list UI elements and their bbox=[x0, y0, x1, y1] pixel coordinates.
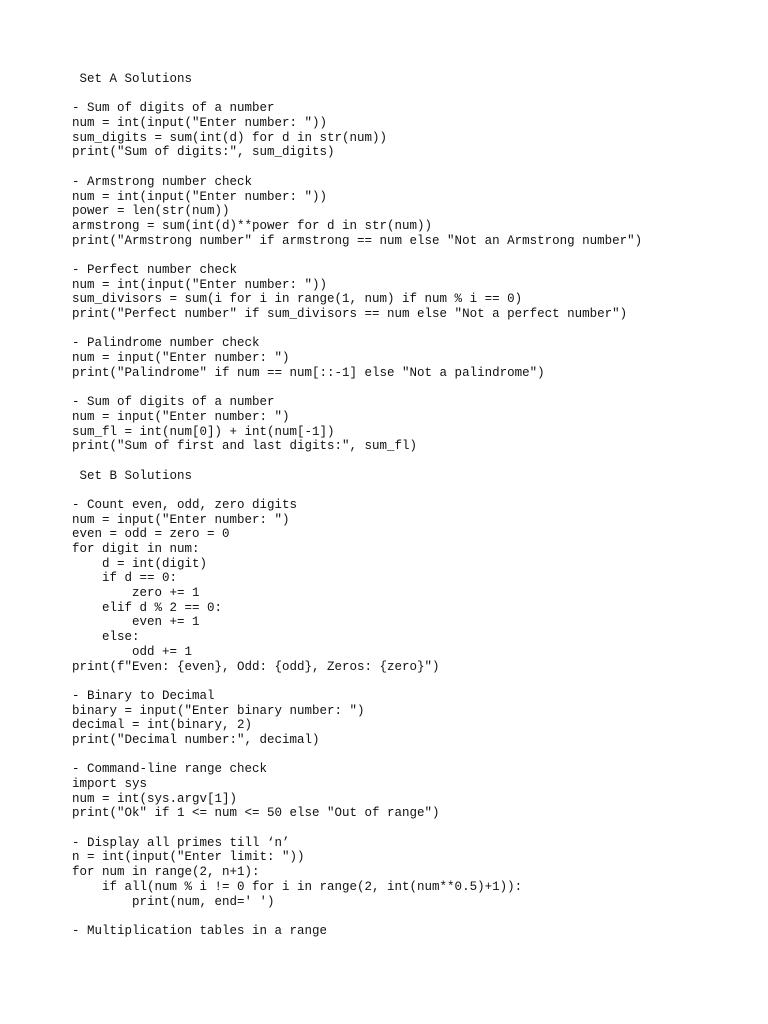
code-line: print("Perfect number" if sum_divisors == num else "Not a perfect number") bbox=[72, 307, 628, 321]
section-palindrome-check bbox=[72, 336, 752, 380]
section-title: - Sum of digits of a number bbox=[72, 101, 275, 116]
code-line: sum_divisors = sum(i for i in range(1, num) if num % i == 0) bbox=[72, 292, 523, 307]
code-line: import sys bbox=[72, 777, 148, 791]
section-armstrong-check bbox=[72, 175, 752, 248]
code-line: sum_digits = sum(int(d) for d in str(num)) bbox=[72, 130, 388, 145]
code-line: d = int(digit) bbox=[72, 556, 208, 571]
section-multiplication-tables bbox=[72, 924, 752, 939]
section-title: - Count even, odd, zero digits bbox=[72, 497, 298, 512]
section-perfect-number-check bbox=[72, 263, 752, 322]
code-line: print(num, end=' ') bbox=[72, 894, 275, 909]
section-title: - Armstrong number check bbox=[72, 174, 253, 189]
code-line: num = input("Enter number: ") bbox=[72, 512, 290, 527]
code-line: num = input("Enter number: ") bbox=[72, 409, 290, 424]
code-line: even += 1 bbox=[72, 615, 200, 630]
code-line: n = int(input("Enter limit: ")) bbox=[72, 850, 305, 865]
code-line: print("Decimal number:", decimal) bbox=[72, 732, 320, 747]
code-line: sum_fl = int(num[0]) + int(num[-1]) bbox=[72, 424, 335, 439]
section-binary-to-decimal bbox=[72, 689, 752, 748]
code-line: num = input("Enter number: ") bbox=[72, 351, 290, 366]
code-line: print(f"Even: {even}, Odd: {odd}, Zeros: {zero}") bbox=[72, 659, 440, 674]
code-line: num = int(input("Enter number: ")) bbox=[72, 116, 328, 131]
code-line: even = odd = zero = 0 bbox=[72, 527, 230, 542]
code-line: print("Ok" if 1 <= num <= 50 else "Out of range") bbox=[72, 806, 440, 821]
section-title: - Sum of digits of a number bbox=[72, 395, 275, 410]
code-line: for num in range(2, n+1): bbox=[72, 865, 260, 880]
code-line: print("Palindrome" if num == num[::-1] else "Not a palindrome") bbox=[72, 365, 545, 380]
section-title: - Command-line range check bbox=[72, 762, 268, 777]
section-title: - Perfect number check bbox=[72, 262, 238, 277]
section-title: - Multiplication tables in a range bbox=[72, 923, 328, 938]
section-title: - Palindrome number check bbox=[72, 336, 260, 351]
section-count-even-odd-zero bbox=[72, 498, 752, 674]
section-sum-of-digits bbox=[72, 101, 752, 160]
code-line: num = int(input("Enter number: ")) bbox=[72, 277, 328, 292]
set-a-heading: Set A Solutions bbox=[72, 72, 193, 86]
section-title: - Binary to Decimal bbox=[72, 688, 215, 703]
code-line: print("Armstrong number" if armstrong == num else "Not an Armstrong number") bbox=[72, 233, 643, 248]
code-line: odd += 1 bbox=[72, 644, 193, 659]
code-line: if all(num % i != 0 for i in range(2, int(num**0.5)+1)): bbox=[72, 879, 523, 894]
section-title: - Display all primes till ‘n’ bbox=[72, 835, 290, 850]
code-line: binary = input("Enter binary number: ") bbox=[72, 703, 365, 718]
set-b-heading: Set B Solutions bbox=[72, 468, 193, 483]
code-line: print("Sum of first and last digits:", sum_fl) bbox=[72, 439, 418, 454]
code-line: elif d % 2 == 0: bbox=[72, 600, 223, 615]
code-line: zero += 1 bbox=[72, 586, 200, 601]
code-line: if d == 0: bbox=[72, 571, 178, 586]
code-line: decimal = int(binary, 2) bbox=[72, 718, 253, 733]
section-display-primes bbox=[72, 836, 752, 909]
code-line: for digit in num: bbox=[72, 542, 200, 556]
code-line: else: bbox=[72, 630, 140, 645]
section-command-line-range-check bbox=[72, 762, 752, 821]
code-line: print("Sum of digits:", sum_digits) bbox=[72, 145, 335, 160]
code-line: power = len(str(num)) bbox=[72, 204, 230, 219]
document-page bbox=[72, 72, 752, 939]
code-line: armstrong = sum(int(d)**power for d in str(num)) bbox=[72, 218, 433, 233]
code-line: num = int(sys.argv[1]) bbox=[72, 791, 238, 806]
section-sum-first-last-digits bbox=[72, 395, 752, 454]
code-line: num = int(input("Enter number: ")) bbox=[72, 189, 328, 204]
